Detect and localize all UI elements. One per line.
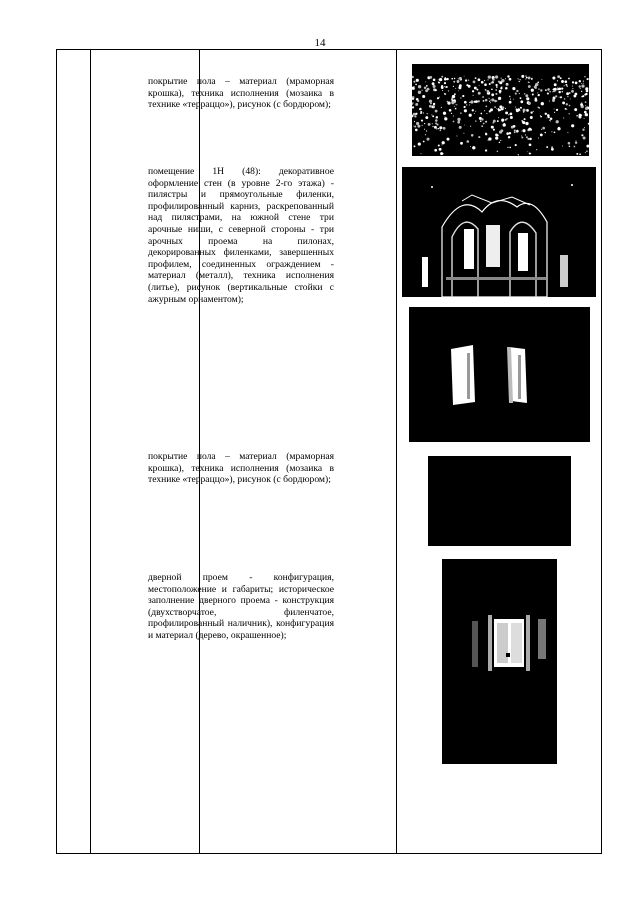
dark-floor-photo [428, 456, 571, 546]
terrazzo-floor-photo [412, 64, 589, 156]
page-number: 14 [314, 37, 326, 49]
row-4-description: дверной проем - конфигурация, местоположение и габариты; историческое заполнение дверного проема - конструкция (двухстворчатое, филенчатое, профилированный наличник), конфигурация и материал (дерево, окрашенное); [148, 572, 334, 641]
column-divider [90, 50, 91, 853]
arched-hall-photo [402, 167, 596, 297]
row-2-description: помещение 1Н (48): декоративное оформление стен (в уровне 2-го этажа) - пилястры и прямоугольные филенки, профилированный карниз, раскрепованный над пилястрами, на южной стене три арочные ниши, с северной стороны - три арочных проема на пилонах, декорированных филенками, завершенных профилем, соединенных ограждением - материал (металл), техника исполнения (литье), рисунок (вертикальные стойки с ажурным орнаментом); [148, 166, 334, 305]
doorway-photo [442, 559, 557, 764]
interior-panels-photo [409, 307, 590, 442]
row-3-description: покрытие пола – материал (мраморная крошка), техника исполнения (мозаика в технике «терраццо»), рисунок (с бордюром); [148, 451, 334, 486]
column-divider [396, 50, 397, 853]
row-1-description: покрытие пола – материал (мраморная крошка), техника исполнения (мозаика в технике «терраццо»), рисунок (с бордюром); [148, 76, 334, 111]
